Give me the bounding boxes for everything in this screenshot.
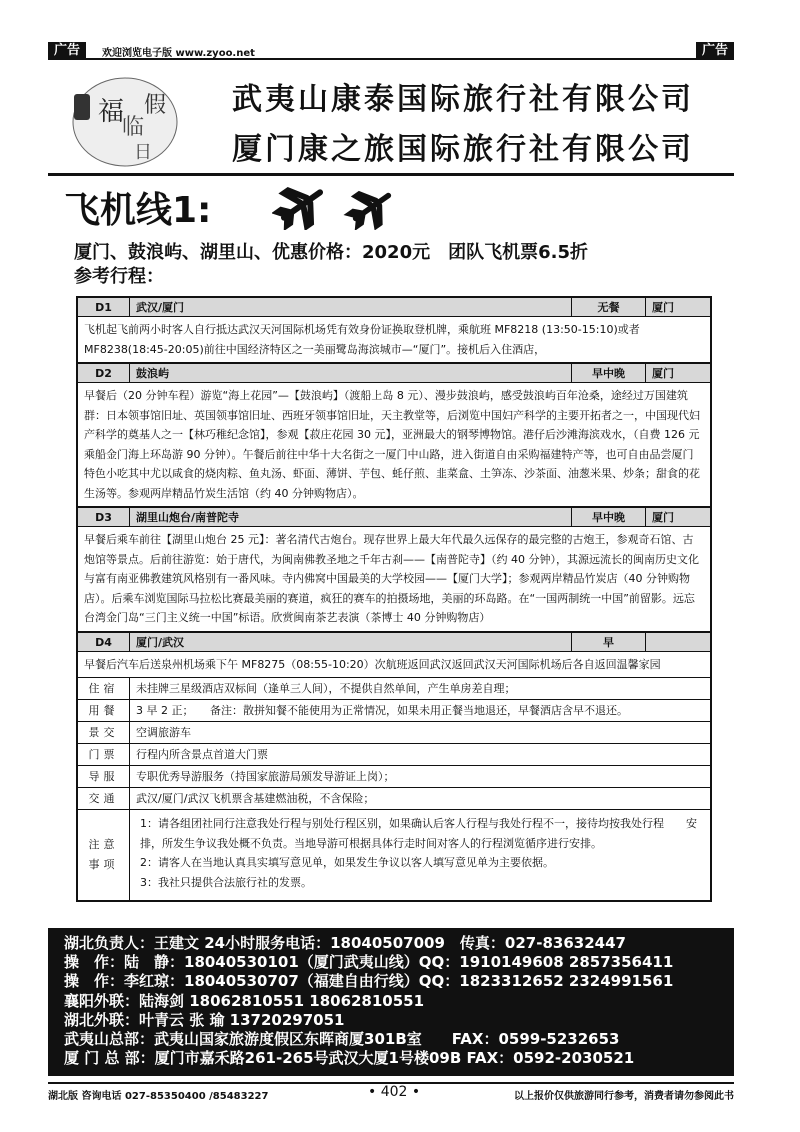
- info-row: 门票 行程内所含景点首道大门票: [78, 743, 710, 765]
- day-header: D1 武汉/厦门 无餐 厦门: [78, 296, 710, 316]
- route-title: 飞机线1:: [64, 190, 212, 231]
- contact-line: 操 作：李红琼：18040530707（福建自由行线）QQ：1823312652 2324991561: [64, 972, 674, 991]
- info-row: 住宿 未挂牌三星级酒店双标间（逢单三人间），不提供自然单间，产生单房差自理；: [78, 677, 710, 699]
- info-row: 用餐 3 早 2 正； 备注：散拼知餐不能使用为正常情况，如果未用正餐当地退还，早餐酒店含早不退还。: [78, 699, 710, 721]
- day-description: 早餐后（20 分钟车程）游览“海上花园”—【鼓浪屿】（渡船上岛 8 元）、漫步鼓浪屿，感受鼓浪屿百年沧桑，途经过万国建筑群：日本领事馆旧址、英国领事馆旧址、西班牙领事馆旧址，天主教堂等，后浏览中国妇产科学的主要开拓者之一，中国现代妇产科学的奠基人之一【林巧稚纪念馆】，参观【菽庄花园 30 元】，亚洲最大的钢琴博物馆。港仔后沙滩海滨戏水，（自费 126 元乘船金门海上环岛游 90 分钟）。午餐后前往中华十大名街之一厦门中山路，进入街道自由采购福建特产等，也可自由品尝厦门特色小吃其中尤以咸食的烧肉粽、鱼丸汤、虾面、薄饼、芋包、蚝仔煎、韭菜盒、土笋冻、沙茶面、油葱米果、炒条；甜食的花生汤等。参观两岸精品竹炭生活馆（约 40 分钟购物店）。: [78, 382, 710, 506]
- day-description: 早餐后汽车后送泉州机场乘下午 MF8275（08:55-10:20）次航班返回武汉返回武汉天河国际机场后各自返回温馨家园: [78, 651, 710, 678]
- contact-line: 襄阳外联：陆海剑 18062810551 18062810551: [64, 991, 425, 1010]
- svg-text:临: 临: [122, 115, 145, 140]
- day-header: D2 鼓浪屿 早中晚 厦门: [78, 362, 710, 382]
- day-header: D3 湖里山炮台/南普陀寺 早中晚 厦门: [78, 506, 710, 526]
- svg-text:假: 假: [144, 93, 167, 118]
- note-item: 2：请客人在当地认真具实填写意见单，如果发生争议以客人填写意见单为主要依据。: [140, 856, 554, 869]
- day-header: D4 厦门/武汉 早: [78, 631, 710, 651]
- info-row: 导服 专职优秀导游服务（持国家旅游局颁发导游证上岗）；: [78, 765, 710, 787]
- page-number: • 402 •: [368, 1084, 421, 1100]
- info-row: 交通 武汉/厦门/武汉飞机票含基建燃油税，不含保险；: [78, 787, 710, 809]
- ad-tag-right: 广告: [696, 42, 734, 60]
- note-item: 3：我社只提供合法旅行社的发票。: [140, 875, 312, 889]
- airplane-icon: [272, 180, 412, 230]
- site-url[interactable]: 欢迎浏览电子版 www.zyoo.net: [102, 48, 255, 59]
- ad-tag-left: 广告: [48, 42, 86, 60]
- contact-line: 湖北外联：叶青云 张 瑜 13720297051: [64, 1010, 345, 1029]
- route-subtitle: 厦门、鼓浪屿、湖里山、优惠价格：2020元 团队飞机票6.5折: [74, 242, 588, 263]
- svg-text:福: 福: [98, 97, 125, 127]
- contact-block: [48, 928, 734, 1076]
- footer: [48, 1082, 734, 1102]
- footer-left: 湖北版 咨询电话 027-85350400 /85483227: [48, 1091, 269, 1102]
- contact-line: 操 作：陆 静：18040530101（厦门武夷山线）QQ：1910149608 2857356411: [64, 953, 674, 972]
- day-description: 飞机起飞前两小时客人自行抵达武汉天河国际机场凭有效身份证换取登机牌，乘航班 MF8218 (13:50-15:10)或者MF8238(18:45-20:05)前往中国经济特区之一美丽鹭岛海滨城市—“厦门”。接机后入住酒店，: [78, 316, 710, 362]
- day-description: 早餐后乘车前往【湖里山炮台 25 元】：著名清代古炮台。现存世界上最大年代最久远保存的最完整的古炮王，参观奇石馆、古炮馆等景点。后前往游览：始于唐代，为闽南佛教圣地之千年古刹——【南普陀寺】（约 40 分钟），其源远流长的闽南历史文化与富有南亚佛教建筑风格别有一番风味。寺内佛窝中国最美的大学校园——【厦门大学】；参观两岸精品竹炭店（40 分钟购物店）。后乘车浏览国际马拉松比赛最美丽的赛道，疯狂的赛车的拍摄场地，美丽的环岛路。在“一国两制统一中国”前留影。远忘台湾金门岛“三门主义统一中国”标语。欣赏闽南茶艺表演（茶博士 40 分钟购物店）: [78, 526, 710, 631]
- company-name-1: 武夷山康泰国际旅行社有限公司: [232, 82, 694, 117]
- reference-label: 参考行程：: [74, 266, 164, 287]
- header: [48, 66, 734, 176]
- contact-line: 武夷山总部：武夷山国家旅游度假区东晖商厦301B室 FAX：0599-5232653: [64, 1030, 620, 1049]
- footer-right: 以上报价仅供旅游同行参考，消费者请勿参阅此书: [514, 1091, 734, 1102]
- logo-icon: [70, 72, 180, 170]
- note-item: 1：请各组团社同行注意我处行程与别处行程区别，如果确认后客人行程与我处行程不一，接待均按我处行程 安排，所发生争议我处概不负责。当地导游可根据具体行走时间对客人的行程浏览循序进行安排。: [140, 817, 697, 850]
- top-bar: [48, 42, 734, 60]
- svg-text:日: 日: [134, 142, 152, 163]
- info-row: 景交 空调旅游车: [78, 721, 710, 743]
- contact-line: 厦 门 总 部：厦门市嘉禾路261-265号武汉大厦1号楼09B FAX：0592-2030521: [64, 1049, 635, 1068]
- company-name-2: 厦门康之旅国际旅行社有限公司: [232, 132, 694, 167]
- itinerary-table: [76, 296, 712, 902]
- notes-row: 注意 事项 1：请各组团社同行注意我处行程与别处行程区别，如果确认后客人行程与我处行程不一，接待均按我处行程 安排，所发生争议我处概不负责。当地导游可根据具体行走时间对客人的行程浏览循序进行安排。 2：请客人在当地认真具实填写意见单，如果发生争议以客人填写意见单为主要依据。 3：我社只提供合法旅行社的发票。: [78, 809, 710, 900]
- contact-line: 湖北负责人：王建文 24小时服务电话：18040507009 传真：027-83632447: [64, 934, 626, 952]
